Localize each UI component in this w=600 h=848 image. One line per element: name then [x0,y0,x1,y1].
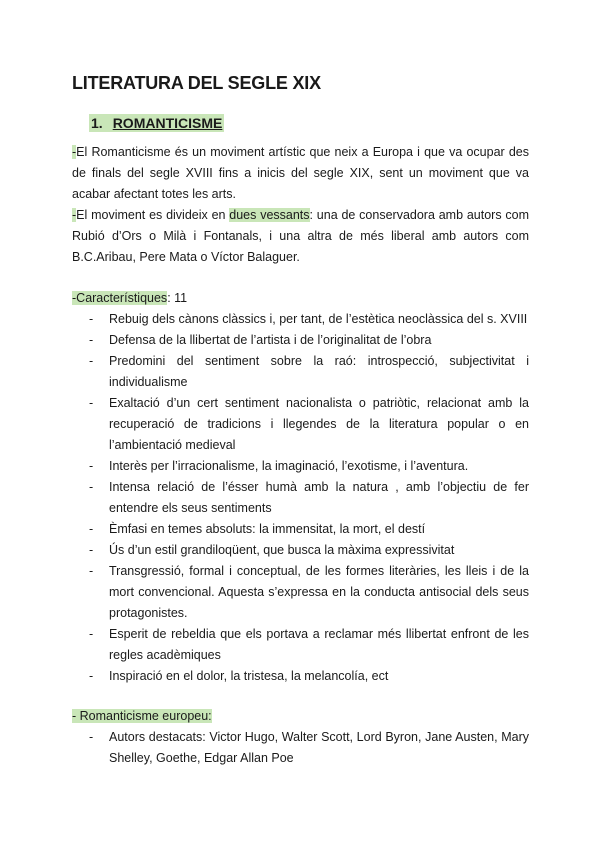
list-item [72,393,529,456]
characteristics-label-text: -Característiques [72,291,168,305]
bullet-dash: - [89,354,94,368]
list-item-text: Rebuig dels cànons clàssics i, per tant, de l’estètica neoclàssica del s. XVIII [109,312,528,326]
list-item [72,561,529,624]
list-item-text: Èmfasi en temes absoluts: la immensitat, la mort, el destí [109,522,426,536]
characteristics-count: : 11 [167,291,188,305]
bullet-dash: - [89,564,94,578]
intro-paragraph-1 [72,142,529,205]
list-item-text: Intensa relació de l’ésser humà amb la natura , amb l’objectiu de fer entendre els seus sentiments [109,480,529,515]
characteristics-label [72,288,187,309]
list-item [72,477,529,519]
characteristics-list [72,309,529,687]
page-title: LITERATURA DEL SEGLE XIX [72,73,321,93]
list-item-text: Interès per l’irracionalisme, la imaginació, l’exotisme, i l’aventura. [109,459,469,473]
section-heading [89,114,224,132]
bullet-dash: - [89,669,94,683]
european-list [72,727,529,769]
list-item-text: Defensa de la llibertat de l’artista i de l’originalitat de l’obra [109,333,432,347]
list-item-text: Autors destacats: Victor Hugo, Walter Scott, Lord Byron, Jane Austen, Mary Shelley, Goethe, Edgar Allan Poe [109,730,529,765]
paragraph-text: El moviment es divideix en [76,208,230,222]
bullet-dash: - [89,333,94,347]
list-item-text: Inspiració en el dolor, la tristesa, la melancolía, ect [109,669,389,683]
highlighted-text: dues vessants [229,208,310,222]
paragraph-text: El Romanticisme és un moviment artístic que neix a Europa i que va ocupar des de finals del segle XVIII fins a inicis del segle XIX, sent un moviment que va acabar afectant totes les arts. [72,145,529,201]
paragraph-text: : una de conservadora amb autors com Rubió d’Ors o Milà i Fontanals, i una altra de més liberal amb autors com B.C.Aribau, Pere Mata o Víctor Balaguer. [72,208,529,264]
bullet-dash: - [89,522,94,536]
list-item [72,456,529,477]
paragraph-marker: - [72,208,77,222]
paragraph-marker: - [72,145,77,159]
list-item [72,666,529,687]
bullet-dash: - [89,396,94,410]
section-number: 1. [91,115,103,131]
list-item [72,519,529,540]
list-item [72,727,529,769]
list-item-text: Exaltació d’un cert sentiment nacionalista o patriòtic, relacionat amb la recuperació de tradicions i llegendes de la literatura popular o en l’ambientació medieval [109,396,529,452]
bullet-dash: - [89,627,94,641]
list-item [72,351,529,393]
list-item-text: Transgressió, formal i conceptual, de les formes literàries, les lleis i de la mort convencional. Aquesta s’expressa en la conducta antisocial dels seus protagonistes. [109,564,529,620]
european-label [72,706,212,727]
list-item-text: Esperit de rebeldia que els portava a reclamar més llibertat enfront de les regles acadèmiques [109,627,529,662]
intro-paragraph-2 [72,205,529,268]
bullet-dash: - [89,312,94,326]
bullet-dash: - [89,543,94,557]
section-label: ROMANTICISME [112,115,223,131]
list-item [72,309,529,330]
list-item-text: Predomini del sentiment sobre la raó: introspecció, subjectivitat i individualisme [109,354,529,389]
list-item [72,330,529,351]
european-label-text: - Romanticisme europeu: [72,709,212,723]
list-item-text: Ús d’un estil grandiloqüent, que busca la màxima expressivitat [109,543,455,557]
list-item [72,624,529,666]
bullet-dash: - [89,730,94,744]
bullet-dash: - [89,480,94,494]
list-item [72,540,529,561]
bullet-dash: - [89,459,94,473]
